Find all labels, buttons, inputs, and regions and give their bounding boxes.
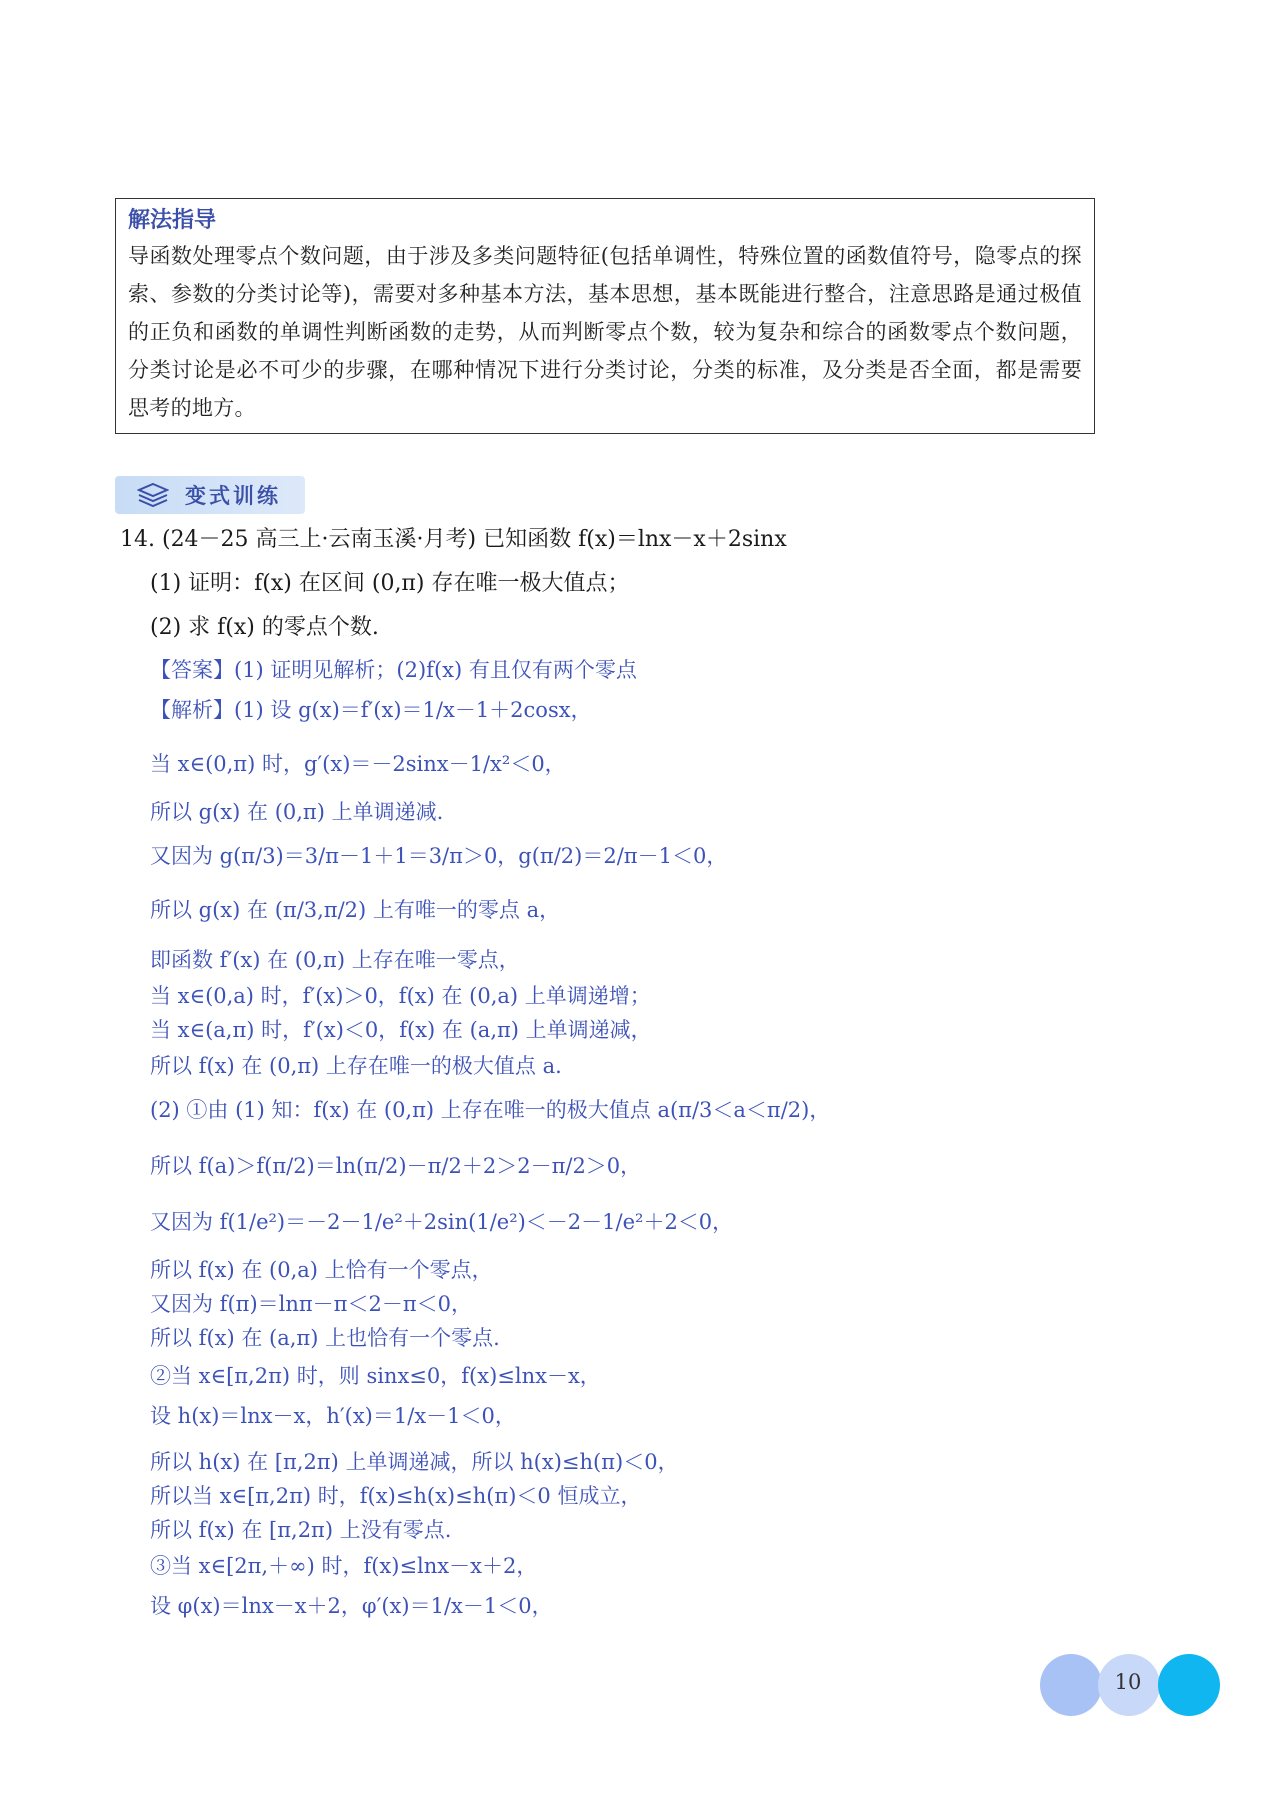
solution-line: 又因为 g(π/3)＝3/π－1＋1＝3/π＞0，g(π/2)＝2/π－1＜0， [150,844,728,868]
layers-icon [137,482,169,508]
solution-line: 又因为 f(1/e²)＝－2－1/e²＋2sin(1/e²)＜－2－1/e²＋2＜0， [150,1210,734,1234]
solution-line: 又因为 f(π)＝lnπ－π＜2－π＜0， [150,1292,473,1316]
solution-line: 当 x∈(0,a) 时，f′(x)＞0，f(x) 在 (0,a) 上单调递增； [150,984,651,1008]
solution-line: 【答案】(1) 证明见解析；(2)f(x) 有且仅有两个零点 [150,658,637,682]
problem-part-2: (2) 求 f(x) 的零点个数. [150,615,379,640]
solution-line: (2) ①由 (1) 知：f(x) 在 (0,π) 上存在唯一的极大值点 a(π/3＜a＜π/2)， [150,1098,831,1122]
solution-line: 所以 f(x) 在 (a,π) 上也恰有一个零点. [150,1326,500,1350]
solution-line: 当 x∈(0,π) 时，g′(x)＝－2sinx－1/x²＜0， [150,752,566,776]
page-number: 10 [1114,1670,1142,1694]
solution-line: 所以 g(x) 在 (0,π) 上单调递减. [150,800,444,824]
solution-line: ②当 x∈[π,2π) 时，则 sinx≤0，f(x)≤lnx－x， [150,1364,601,1388]
solution-line: ③当 x∈[2π,＋∞) 时，f(x)≤lnx－x＋2， [150,1554,538,1578]
solution-line: 所以 h(x) 在 [π,2π) 上单调递减，所以 h(x)≤h(π)＜0， [150,1450,679,1474]
problem-stem: 14. (24－25 高三上·云南玉溪·月考) 已知函数 f(x)＝lnx－x＋2sinx [120,527,787,552]
solution-line: 即函数 f′(x) 在 (0,π) 上存在唯一零点， [150,948,520,972]
solution-line: 所以 f(x) 在 (0,π) 上存在唯一的极大值点 a. [150,1054,562,1078]
method-guide-box [115,198,1095,434]
guide-body: 导函数处理零点个数问题，由于涉及多类问题特征(包括单调性，特殊位置的函数值符号，隐零点的探索、参数的分类讨论等)，需要对多种基本方法，基本思想，基本既能进行整合，注意思路是通过极值的正负和函数的单调性判断函数的走势，从而判断零点个数，较为复杂和综合的函数零点个数问题，分类讨论是必不可少的步骤，在哪种情况下进行分类讨论，分类的标准，及分类是否全面，都是需要思考的地方。 [128,244,1082,420]
solution-line: 设 φ(x)＝lnx－x＋2，φ′(x)＝1/x－1＜0， [150,1594,553,1618]
page-dot-right [1158,1654,1220,1716]
problem-part-1: (1) 证明：f(x) 在区间 (0,π) 存在唯一极大值点； [150,571,630,596]
guide-title: 解法指导 [128,208,217,233]
solution-line: 所以 g(x) 在 (π/3,π/2) 上有唯一的零点 a， [150,898,561,922]
solution-line: 设 h(x)＝lnx－x，h′(x)＝1/x－1＜0， [150,1404,516,1428]
solution-line: 所以 f(x) 在 (0,a) 上恰有一个零点， [150,1258,493,1282]
solution-line: 当 x∈(a,π) 时，f′(x)＜0，f(x) 在 (a,π) 上单调递减， [150,1018,652,1042]
solution-line: 【解析】(1) 设 g(x)＝f′(x)＝1/x－1＋2cosx， [150,698,592,722]
solution-line: 所以 f(a)＞f(π/2)＝ln(π/2)－π/2＋2＞2－π/2＞0， [150,1154,642,1178]
solution-line: 所以 f(x) 在 [π,2π) 上没有零点. [150,1518,452,1542]
solution-line: 所以当 x∈[π,2π) 时，f(x)≤h(x)≤h(π)＜0 恒成立， [150,1484,642,1508]
variant-training-banner [115,476,305,514]
banner-label: 变式训练 [185,484,281,508]
